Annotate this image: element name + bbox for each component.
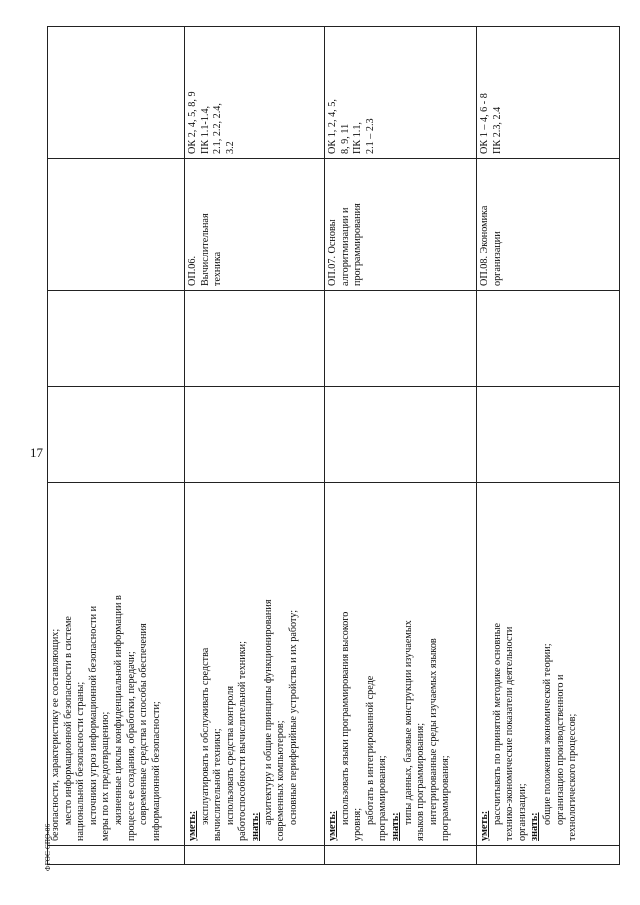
empty-cell (477, 387, 620, 483)
discipline-line: ОП.07. Основы (327, 219, 338, 286)
discipline-cell (477, 159, 620, 291)
discipline-line: алгоритмизации и (339, 207, 351, 286)
competencies-cell (477, 27, 620, 159)
content-line: источники угроз информационной безопасности и (87, 605, 99, 825)
empty-cell (48, 291, 185, 387)
content-line: общие положения экономической теории; (541, 643, 553, 825)
page-number: 17 (30, 445, 43, 460)
content-cell (48, 483, 185, 846)
discipline-line: техника (212, 251, 224, 286)
content-line: организации; (516, 783, 528, 841)
content-line: использовать средства контроля (224, 685, 236, 825)
section-keyword: знать: (529, 812, 541, 841)
discipline-line: программирования (352, 203, 364, 286)
section-keyword: уметь: (327, 810, 338, 841)
discipline-line: Вычислительная (199, 213, 211, 286)
content-line: организацию производственного и (554, 674, 566, 825)
content-line: языков программирования; (415, 722, 427, 841)
content-line: вычислительной техники; (212, 728, 224, 841)
content-line: программирования; (440, 755, 452, 841)
content-line: уровня; (352, 807, 364, 841)
index-cell (325, 846, 477, 865)
content-line: технико-экономические показатели деятельности (504, 626, 516, 841)
content-line: рассчитывать по принятой методике основные (491, 622, 503, 825)
content-line: современных компьютеров; (275, 720, 287, 841)
content-line: процессе ее создания, обработки, передачи; (125, 651, 137, 841)
empty-cell (48, 387, 185, 483)
empty-cell (477, 291, 620, 387)
footer-code-container (44, 823, 53, 871)
content-line: работоспособности вычислительной техники; (237, 641, 249, 841)
competency-line: 3.2 (224, 141, 236, 154)
content-line: архитектуру и общие принципы функционирования (262, 599, 274, 825)
table-row (325, 27, 477, 865)
content-line: жизненные циклы конфиденциальной информации в (112, 595, 124, 825)
section-keyword: уметь: (479, 810, 490, 841)
competency-line: ПК 1.1, (352, 122, 364, 154)
content-line: программирования; (377, 755, 389, 841)
table-row (477, 27, 620, 865)
content-cell (477, 483, 620, 846)
competency-line: 2.1 – 2.3 (364, 118, 376, 154)
empty-cell (185, 387, 325, 483)
rotated-table-container (47, 27, 619, 865)
competency-line: 2.1, 2.2, 2.4, (212, 103, 224, 154)
table-body (48, 27, 620, 865)
competencies-cell (325, 27, 477, 159)
table-row (185, 27, 325, 865)
content-cell (325, 483, 477, 846)
content-line: национальной безопасности страны; (75, 681, 87, 841)
section-keyword: знать: (249, 812, 261, 841)
competency-line: ОК 1 – 4, 6 - 8 (479, 93, 490, 154)
content-line: место информационной безопасности в системе (62, 616, 74, 825)
discipline-line: ОП.06. (187, 256, 198, 286)
competency-line: ОК 2, 4, 5, 8, 9 (187, 91, 198, 154)
discipline-cell (185, 159, 325, 291)
content-cell (185, 483, 325, 846)
section-keyword: уметь: (187, 810, 198, 841)
curriculum-table (47, 26, 620, 865)
table-frame (47, 27, 619, 865)
table-row (48, 27, 185, 865)
competency-line: ПК 1.1-1.4, (199, 105, 211, 154)
discipline-cell (325, 159, 477, 291)
discipline-line: организации (491, 231, 503, 286)
content-line: меры по их предотвращению; (100, 711, 112, 841)
competency-line: ОК 1, 2, 4, 5, (327, 99, 338, 154)
empty-cell (325, 291, 477, 387)
competency-line: ПК 2.3, 2.4 (491, 106, 503, 154)
content-line: работать в интегрированной среде (364, 675, 376, 825)
section-keyword: знать: (389, 812, 401, 841)
content-line: современные средства и способы обеспечения (138, 623, 150, 825)
competencies-cell (185, 27, 325, 159)
content-line: технологического процессов; (567, 713, 579, 841)
content-line: интегрированные среды изучаемых языков (427, 638, 439, 825)
discipline-cell (48, 159, 185, 291)
content-line: эксплуатировать и обслуживать средства (199, 647, 211, 825)
content-line: основные периферийные устройства и их работу; (287, 609, 299, 825)
footer-code: ФГОС СПО-06 (44, 823, 52, 871)
index-cell (185, 846, 325, 865)
content-line: типы данных, базовые конструкции изучаемых (402, 620, 414, 825)
competency-line: 8, 9, 11 (339, 123, 351, 154)
index-cell (477, 846, 620, 865)
content-line: использовать языки программирования высокого (339, 611, 351, 825)
content-line: информационной безопасности; (150, 701, 162, 841)
content-line: безопасности, характеристику ее составляющих; (50, 628, 61, 841)
empty-cell (185, 291, 325, 387)
competencies-cell (48, 27, 185, 159)
discipline-line: ОП.08. Экономика (479, 205, 490, 286)
index-cell (48, 846, 185, 865)
empty-cell (325, 387, 477, 483)
